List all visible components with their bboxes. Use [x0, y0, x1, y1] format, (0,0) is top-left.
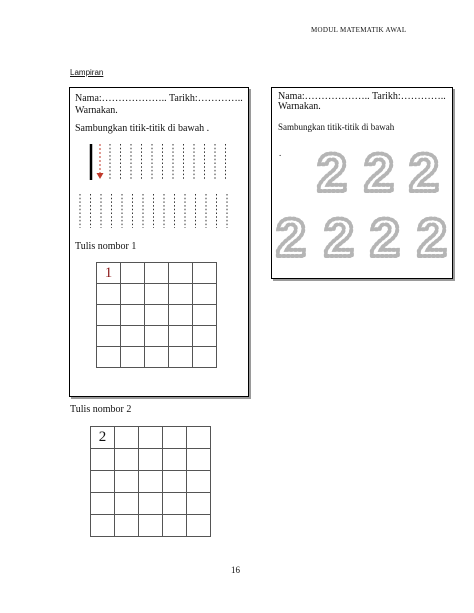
grid-row — [97, 326, 217, 347]
grid-cell — [145, 326, 169, 347]
grid-cell — [163, 493, 187, 515]
dotted-digit: 2 — [416, 208, 448, 268]
grid-cell — [115, 427, 139, 449]
dotted-digit-area — [272, 88, 452, 278]
colour-instruction: Warnakan. — [278, 101, 321, 112]
grid-start-number: 1 — [97, 263, 121, 284]
grid-cell — [91, 515, 115, 537]
grid-cell — [91, 471, 115, 493]
grid-cell — [163, 449, 187, 471]
grid-cell — [169, 284, 193, 305]
page-number: 16 — [231, 565, 240, 575]
grid-cell — [193, 305, 217, 326]
grid-row — [91, 449, 211, 471]
grid-row — [97, 305, 217, 326]
grid-cell — [193, 326, 217, 347]
grid-cell — [121, 284, 145, 305]
grid-cell — [139, 471, 163, 493]
grid-cell — [115, 471, 139, 493]
grid-cell — [145, 305, 169, 326]
grid-cell — [97, 326, 121, 347]
arrow-head — [97, 173, 104, 179]
grid-cell — [169, 263, 193, 284]
worksheet-right — [271, 87, 453, 279]
connect-dots-instruction: Sambungkan titik-titik di bawah . — [75, 123, 210, 134]
grid-cell — [187, 427, 211, 449]
dotted-digit: 2 — [275, 208, 307, 268]
dotted-digit: 2 — [363, 143, 395, 203]
grid-row — [97, 284, 217, 305]
dotted-digit: 2 — [323, 208, 355, 268]
tracing-lines — [70, 88, 248, 238]
grid-cell — [139, 427, 163, 449]
grid-cell — [97, 347, 121, 368]
grid-cell — [91, 449, 115, 471]
grid-cell — [163, 515, 187, 537]
grid-cell — [97, 305, 121, 326]
grid-cell — [145, 347, 169, 368]
connect-dots-instruction: Sambungkan titik-titik di bawah — [278, 122, 395, 132]
grid-cell — [115, 515, 139, 537]
grid-row — [97, 263, 217, 284]
writing-grid-2 — [90, 426, 211, 537]
dot-mark: . — [279, 148, 282, 158]
grid-cell — [145, 284, 169, 305]
write-number-2-label: Tulis nombor 2 — [70, 404, 132, 415]
grid-cell — [139, 449, 163, 471]
grid-cell — [163, 427, 187, 449]
dotted-digit: 2 — [316, 143, 348, 203]
grid-row — [91, 471, 211, 493]
grid-row — [91, 427, 211, 449]
grid-cell — [193, 347, 217, 368]
dotted-digit: 2 — [408, 143, 440, 203]
grid-cell — [139, 515, 163, 537]
grid-cell — [193, 263, 217, 284]
grid-cell — [169, 326, 193, 347]
grid-cell — [121, 263, 145, 284]
grid-cell — [187, 471, 211, 493]
grid-cell — [97, 284, 121, 305]
grid-row — [91, 515, 211, 537]
grid-cell — [187, 515, 211, 537]
grid-start-number: 2 — [91, 427, 115, 449]
name-date-line: Nama:……………….. Tarikh:………….. — [278, 91, 446, 102]
grid-cell — [169, 305, 193, 326]
module-header-title: MODUL MATEMATIK AWAL — [311, 26, 407, 34]
grid-cell — [187, 449, 211, 471]
grid-row — [91, 493, 211, 515]
section-label-lampiran: Lampiran — [70, 68, 104, 77]
grid-cell — [163, 471, 187, 493]
grid-cell — [145, 263, 169, 284]
grid-row — [97, 347, 217, 368]
grid-cell — [115, 449, 139, 471]
write-number-1-label: Tulis nombor 1 — [75, 241, 137, 252]
grid-cell — [121, 326, 145, 347]
grid-cell — [121, 305, 145, 326]
dotted-digit: 2 — [369, 208, 401, 268]
name-date-line: Nama:……………….. Tarikh:………….. — [75, 93, 243, 104]
grid-cell — [169, 347, 193, 368]
grid-cell — [187, 493, 211, 515]
worksheet-left — [69, 87, 249, 397]
grid-cell — [193, 284, 217, 305]
colour-instruction: Warnakan. — [75, 105, 118, 116]
grid-cell — [121, 347, 145, 368]
writing-grid-1 — [96, 262, 217, 368]
grid-cell — [139, 493, 163, 515]
grid-cell — [91, 493, 115, 515]
grid-cell — [115, 493, 139, 515]
